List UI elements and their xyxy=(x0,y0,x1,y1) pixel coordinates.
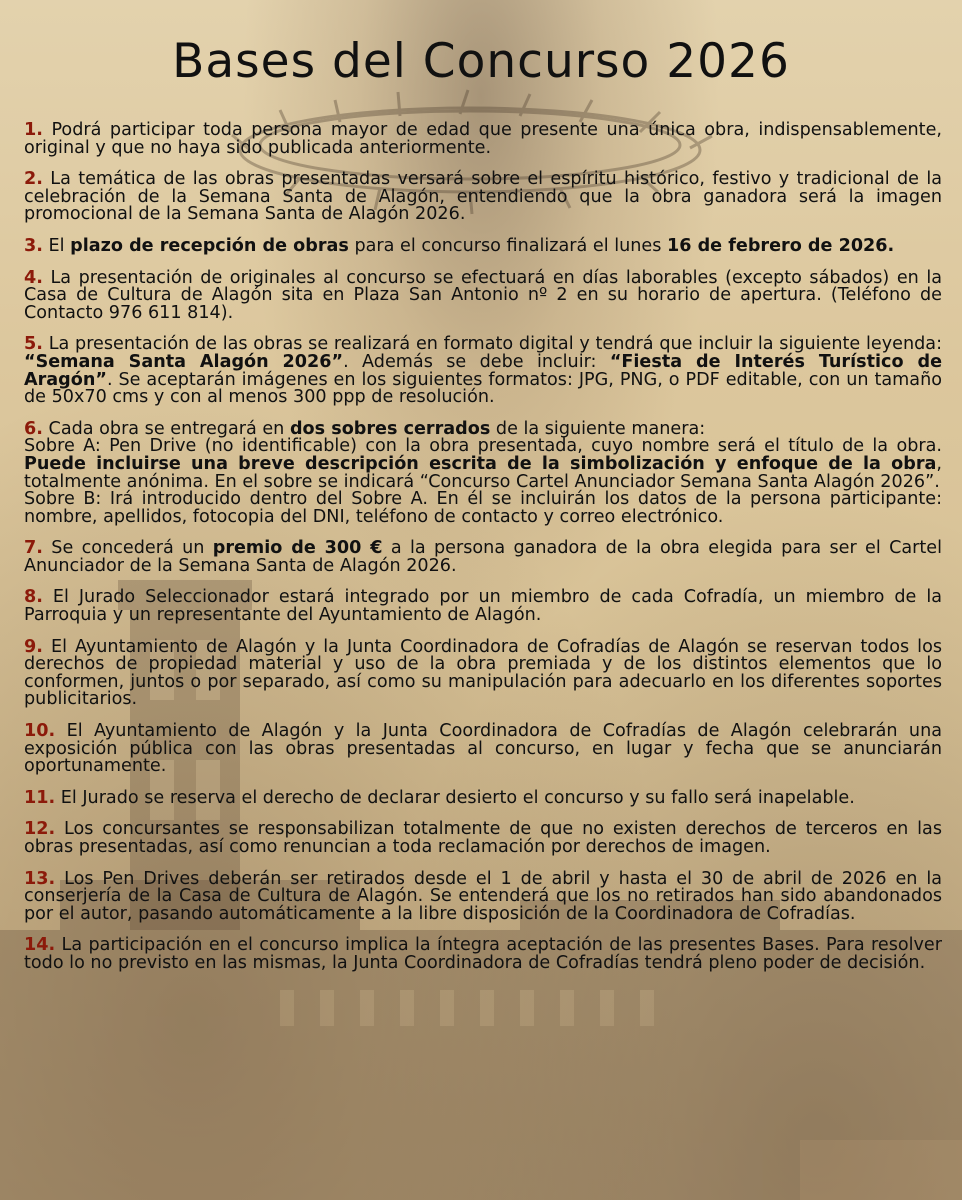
rule-text: Podrá participar toda persona mayor de edad que presente una única obra, indispensablemente, original y que no haya sido publicada anteriormente. xyxy=(24,120,942,158)
rule-item xyxy=(24,540,942,575)
rule-number: 5. xyxy=(24,334,43,355)
rule-item xyxy=(24,171,942,224)
rule-text: La participación en el concurso implica la íntegra aceptación de las presentes Bases. Para resolver todo lo no previsto en las mismas, la Junta Coordinadora de Cofradías tendrá pleno poder de decisión. xyxy=(24,935,942,973)
rule-text: . Se aceptarán imágenes en los siguientes formatos: JPG, PNG, o PDF editable, con un tamaño de 50x70 cms y con al menos 300 ppp de resolución. xyxy=(24,369,942,408)
rule-text: Se concederá un xyxy=(51,538,213,559)
rule-text-bold: premio de 300 € xyxy=(212,538,383,559)
rule-number: 11. xyxy=(24,787,56,808)
rule-number: 4. xyxy=(24,267,43,288)
rule-text: La presentación de las obras se realizará en formato digital y tendrá que incluir la siguiente leyenda: xyxy=(48,334,942,355)
rule-text: a la persona ganadora de la obra elegida para ser el Cartel Anunciador de la Semana Santa de Alagón 2026. xyxy=(24,538,943,576)
rule-item xyxy=(24,418,942,527)
rule-text-bold: dos sobres cerrados xyxy=(289,418,491,439)
rule-number: 14. xyxy=(24,935,56,956)
rule-text: de la siguiente manera: xyxy=(490,418,706,439)
rule-number: 10. xyxy=(24,721,56,742)
rules-list xyxy=(24,122,942,987)
rule-number: 12. xyxy=(24,819,56,840)
rule-item xyxy=(24,589,942,624)
rule-text: El Ayuntamiento de Alagón y la Junta Coordinadora de Cofradías de Alagón se reservan todos los derechos de propiedad material y uso de la obra premiada y de los distintos elementos que lo conformen, juntos o por separado, así como su manipulación para adecuarlo en los diferentes soportes publicitarios. xyxy=(24,636,942,710)
rule-number: 7. xyxy=(24,538,43,559)
rule-number: 6. xyxy=(24,418,43,439)
rule-text: Sobre A: Pen Drive (no identificable) con la obra presentada, cuyo nombre será el título de la obra. xyxy=(24,436,942,457)
rule-text-bold: Puede incluirse una breve descripción escrita de la simbolización y enfoque de la obra xyxy=(24,453,937,474)
rule-item xyxy=(24,336,942,406)
rule-number: 13. xyxy=(24,868,56,889)
rule-text: Cada obra se entregará en xyxy=(48,418,290,439)
rule-text: La temática de las obras presentadas versará sobre el espíritu histórico, festivo y tradicional de la celebración de la Semana Santa de Alagón, entendiendo que la obra ganadora será la imagen promocional de la Semana Santa de Alagón 2026. xyxy=(24,169,942,225)
rule-number: 3. xyxy=(24,235,43,256)
rule-number: 2. xyxy=(24,169,43,190)
rule-item xyxy=(24,937,942,972)
rule-text: La presentación de originales al concurso se efectuará en días laborables (excepto sábados) en la Casa de Cultura de Alagón sita en Plaza San Antonio nº 2 en su horario de apertura. (Teléfono de Contacto 976 611 814). xyxy=(24,267,943,323)
rule-number: 1. xyxy=(24,120,43,140)
rule-item xyxy=(24,636,942,710)
rule-number: 8. xyxy=(24,587,43,608)
rule-text-bold: “Fiesta de Interés Turístico de Aragón” xyxy=(24,351,942,390)
rule-item xyxy=(24,868,942,924)
rule-text: El xyxy=(48,235,71,256)
rule-text: El Jurado se reserva el derecho de declarar desierto el concurso y su fallo será inapelable. xyxy=(60,787,855,808)
rule-text: Los concursantes se responsabilizan totalmente de que no existen derechos de terceros en las obras presentadas, así como renuncian a toda reclamación por derechos de imagen. xyxy=(24,819,943,857)
rule-text: Sobre B: Irá introducido dentro del Sobre A. En él se incluirán los datos de la persona participante: nombre, apellidos, fotocopia del DNI, teléfono de contacto y correo electrónico. xyxy=(24,489,942,527)
rule-text: Los Pen Drives deberán ser retirados desde el 1 de abril y hasta el 30 de abril de 2026 en la conserjería de la Casa de Cultura de Alagón. Se entenderá que los no retirados han sido abandonados por el autor, pasando automáticamente a la libre disposición de la Coordinadora de Cofradías. xyxy=(24,868,942,924)
rule-text: , totalmente anónima. En el sobre se indicará “Concurso Cartel Anunciador Semana Santa Alagón 2026”. xyxy=(24,453,942,492)
rule-text: El Jurado Seleccionador estará integrado por un miembro de cada Cofradía, un miembro de la Parroquia y un representante del Ayuntamiento de Alagón. xyxy=(24,587,943,626)
rule-text-bold: plazo de recepción de obras xyxy=(70,235,349,256)
rule-item xyxy=(24,122,942,157)
rule-item xyxy=(24,821,942,856)
rule-item xyxy=(24,723,942,776)
rule-number: 9. xyxy=(24,636,43,657)
poster-title: Bases del Concurso 2026 xyxy=(172,34,790,89)
rule-text: para el concurso finalizará el lunes xyxy=(348,235,667,256)
rule-text: El Ayuntamiento de Alagón y la Junta Coordinadora de Cofradías de Alagón celebrarán una exposición pública con las obras presentadas al concurso, en lugar y fecha que se anunciarán oportunamente. xyxy=(24,721,943,777)
rule-text-bold: “Semana Santa Alagón 2026” xyxy=(24,351,344,372)
rule-text: . Además se debe incluir: xyxy=(343,351,610,372)
rule-item xyxy=(24,787,942,808)
rule-item xyxy=(24,235,942,256)
rule-text-bold: 16 de febrero de 2026. xyxy=(666,235,895,256)
rule-item xyxy=(24,267,943,323)
